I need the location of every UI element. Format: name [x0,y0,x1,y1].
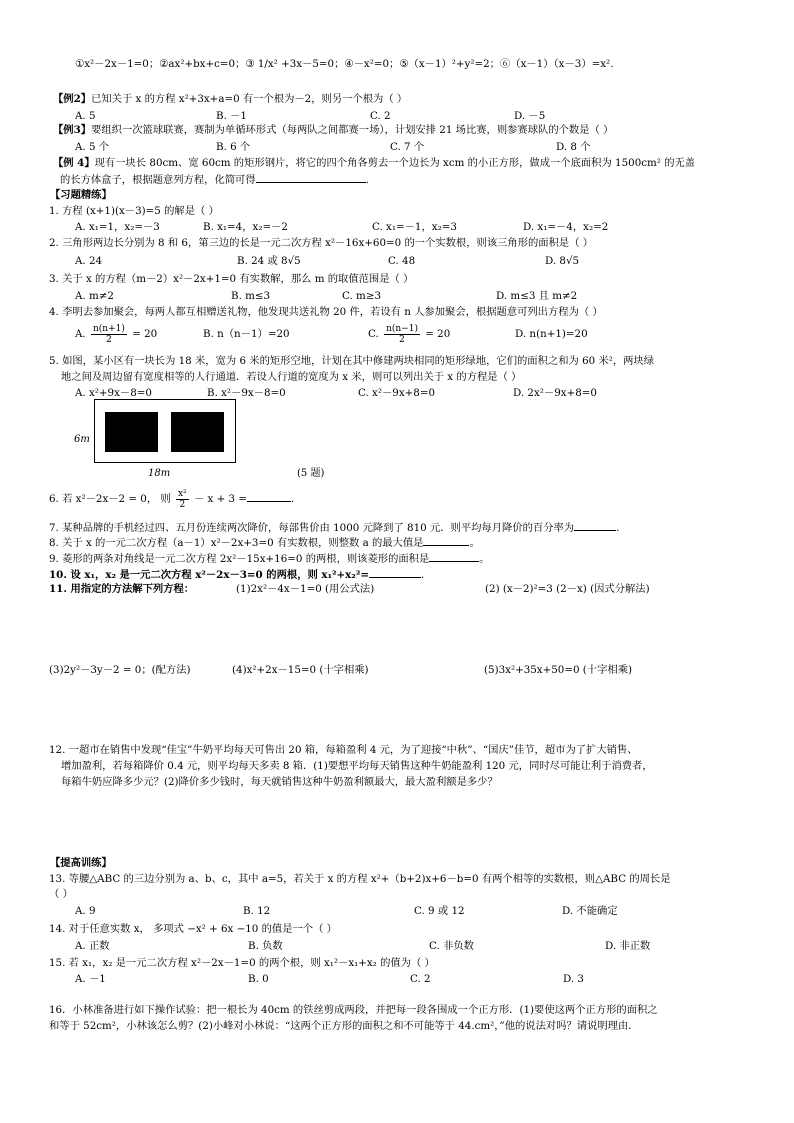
q5-figure-rectangle [94,399,236,463]
q4-option-c-fraction: $\frac{n(n-1)}{2}$ [386,323,418,345]
q2-option-b: B. 24 或 8√5 [237,255,301,267]
question-2: 2. 三角形两边长分别为 8 和 6，第三边的长是一元二次方程 x²－16x+60=0 的一个实数根，则该三角形的面积是（ ） [49,237,594,249]
example-3-tag: 【例3】 [53,124,92,136]
question-9: 9. 菱形的两条对角线是一元二次方程 2x²－15x+16=0 的两根，则该菱形的面积是 。 [49,553,490,565]
q15-option-c: C. 2 [410,973,431,985]
question-6: 6. 若 x²－2x－2 = 0， 则 $\frac{\text{x²}}{2}$ － x + 3 = . [49,488,295,510]
q4-option-a [75,322,157,346]
q3-option-c: C. m≥3 [342,290,382,302]
q1-option-b: B. x₁=4，x₂=－2 [203,221,288,233]
question-12-line2: 增加盈利，若每箱降价 0.4 元，则平均每天多卖 8 箱．(1)要想平均每天销售这种牛奶能盈利 120 元，同时尽可能让利于消费者， [61,760,653,772]
q4-option-a-rhs: = 20 [132,328,158,340]
question-8: 8. 关于 x 的一元二次方程（a－1）x²－2x+3=0 有实数根，则整数 a 的最大值是 。 [49,537,480,549]
example-2-tag: 【例2】 [53,93,92,105]
section-advanced-heading: 【提高训练】 [50,857,112,869]
q2-option-d: D. 8√5 [545,255,580,267]
q2-option-a: A. 24 [75,255,103,267]
question-10: 10. 设 x₁，x₂ 是一元二次方程 x²－2x－3=0 的两根，则 x₁²+x₂²= . [49,569,425,581]
q1-option-d: D. x₁=－4，x₂=2 [523,221,609,233]
question-1: 1. 方程 (x+1)(x－3)=5 的解是（ ） [49,205,219,217]
question-13: 13. 等腰△ABC 的三边分别为 a、b、c，其中 a=5，若关于 x 的方程 x²+（b+2)x+6－b=0 有两个相等的实数根，则△ABC 的周长是 [49,873,671,885]
q4-option-c [368,322,450,346]
q13-option-a: A. 9 [75,905,96,917]
q4-option-c-rhs: = 20 [425,328,451,340]
q5-width-label: 6m [74,434,90,445]
q5-length-label: 18m [148,468,171,479]
answer-blank[interactable] [574,520,616,531]
q6-fraction: $\frac{\text{x²}}{2}$ [177,488,187,510]
q11-part-1: (1)2x²－4x－1=0 (用公式法) [236,583,375,595]
question-15: 15. 若 x₁，x₂ 是一元二次方程 x²－2x－1=0 的两个根，则 x₁²－x₁+x₂ 的值为（ ） [49,957,435,969]
q5-option-d: D. 2x²－9x+8=0 [513,387,597,399]
question-5-cont: 地之间及周边留有宽度相等的人行通道．若设人行道的宽度为 x 米，则可以列出关于 x 的方程是（ ） [61,371,522,383]
q14-option-c: C. 非负数 [429,940,474,952]
q5-option-b: B. x²－9x－8=0 [207,387,286,399]
q3-option-d: D. m≤3 且 m≠2 [496,290,578,302]
q11-part-4: (4)x²+2x－15=0 (十字相乘) [232,664,369,676]
question-12-line3: 每箱牛奶应降多少元？(2)降价多少钱时，每天就销售这种牛奶盈利额最大，最大盈利额是多少？ [61,776,498,788]
question-12: 12. 一超市在销售中发现“佳宝”牛奶平均每天可售出 20 箱，每箱盈利 4 元，为了迎接“中秋”、“国庆”佳节，超市为了扩大销售、 [49,744,638,756]
q11-part-3: (3)2y²－3y－2 = 0；(配方法) [49,664,191,676]
q14-option-d: D. 非正数 [605,940,651,952]
q4-option-b: B. n（n－1）=20 [203,328,290,340]
example-2-option-a: A. 5 [75,110,96,122]
question-4: 4. 李明去参加聚会，每两人都互相赠送礼物，他发现共送礼物 20 件，若设有 n 人参加聚会，根据题意可列出方程为（ ） [49,306,603,318]
example-2-option-c: C. 2 [370,110,391,122]
answer-blank[interactable] [247,491,291,502]
question-7: 7. 某种品牌的手机经过四、五月份连续两次降价，每部售价由 1000 元降到了 810 元．则平均每月降价的百分率为 . [49,522,620,534]
q1-option-a: A. x₁=1，x₂=－3 [75,221,160,233]
answer-blank[interactable] [369,567,421,578]
intro-equation-list: ①x²－2x－1=0；②ax²+bx+c=0；③ 1/x² +3x－5=0；④－x²=0；⑤（x－1）²+y²=2；⑥（x－1）（x－3）=x². [75,58,614,70]
example-2 [53,93,407,106]
question-3: 3. 关于 x 的方程（m－2）x²－2x+1=0 有实数解，那么 m 的取值范围是（ ） [49,273,414,285]
question-5: 5. 如图，某小区有一块长为 18 米，宽为 6 米的矩形空地，计划在其中修建两块相同的矩形绿地，它们的面积之和为 60 米²，两块绿 [49,355,655,367]
question-16: 16．小林准备进行如下操作试验：把一根长为 40cm 的铁丝剪成两段，并把每一段各围成一个正方形．(1)要使这两个正方形的面积之 [49,1004,658,1016]
q3-option-b: B. m≤3 [231,290,271,302]
q13-option-d: D. 不能确定 [562,905,618,917]
example-2-option-b: B. －1 [216,110,247,122]
q15-option-d: D. 3 [563,973,584,985]
example-3 [53,124,613,137]
answer-blank[interactable] [429,551,479,562]
q5-green-plot-left [105,412,158,452]
question-16-line2: 和等于 52cm²，小林该怎么剪？(2)小峰对小林说：“这两个正方形的面积之和不可能等于 44.cm²，”他的说法对吗？请说明理由． [49,1020,639,1032]
example-3-text: 要组织一次篮球联赛，赛制为单循环形式（每两队之间都赛一场），计划安排 21 场比赛，则参赛球队的个数是（ ） [91,124,614,136]
example-3-option-c: C. 7 个 [390,141,425,153]
q6-suffix: － x + 3 = [193,493,247,505]
q13-option-b: B. 12 [243,905,271,917]
example-2-option-d: D. －5 [514,110,546,122]
q1-option-c: C. x₁=－1，x₂=3 [372,221,457,233]
q3-option-a: A. m≠2 [75,290,114,302]
answer-blank[interactable] [423,535,469,546]
q13-option-c: C. 9 或 12 [414,905,465,917]
q5-option-c: C. x²－9x+8=0 [358,387,436,399]
q14-option-b: B. 负数 [248,940,283,952]
q4-option-a-fraction: $\frac{n(n+1)}{2}$ [93,323,125,345]
q11-part-5: (5)3x²+35x+50=0 (十字相乘) [484,664,633,676]
example-4-text-cont: 的长方体盒子，根据题意列方程，化简可得 [60,174,256,186]
q15-option-b: B. 0 [248,973,269,985]
question-14: 14. 对于任意实数 x， 多项式 −x² + 6x −10 的值是一个（ ） [49,923,337,935]
example-4-line2: 的长方体盒子，根据题意列方程，化简可得 . [60,174,369,186]
example-2-text: 已知关于 x 的方程 x²+3x+a=0 有一个根为－2，则另一个根为（ ） [91,93,408,105]
example-4-tag: 【例 4】 [53,157,95,169]
section-practice-heading: 【习题精练】 [50,189,112,201]
q11-part-2: (2) (x－2)²=3 (2－x) (因式分解法) [485,583,650,595]
q14-option-a: A. 正数 [75,940,110,952]
question-11: 11. 用指定的方法解下列方程： [49,583,195,595]
q2-option-c: C. 48 [388,255,416,267]
example-3-option-d: D. 8 个 [556,141,591,153]
q4-option-a-label: A. [75,328,86,340]
example-4 [53,157,695,170]
example-3-option-a: A. 5 个 [75,141,110,153]
q5-option-a: A. x²+9x－8=0 [75,387,152,399]
example-3-option-b: B. 6 个 [216,141,251,153]
q5-figure-caption: (5 题) [297,468,325,479]
q6-prefix: 6. 若 x²－2x－2 = 0， 则 [49,493,171,505]
answer-blank[interactable] [256,172,366,183]
q5-green-plot-right [171,412,224,452]
q4-option-c-label: C. [368,328,379,340]
q13-paren: （ ） [49,888,73,900]
q15-option-a: A. －1 [75,973,106,985]
q4-option-d: D. n(n+1)=20 [515,328,588,340]
example-4-text: 现有一块长 80cm、宽 60cm 的矩形钢片，将它的四个角各剪去一个边长为 xcm 的小正方形，做成一个底面积为 1500cm² 的无盖 [94,157,696,169]
